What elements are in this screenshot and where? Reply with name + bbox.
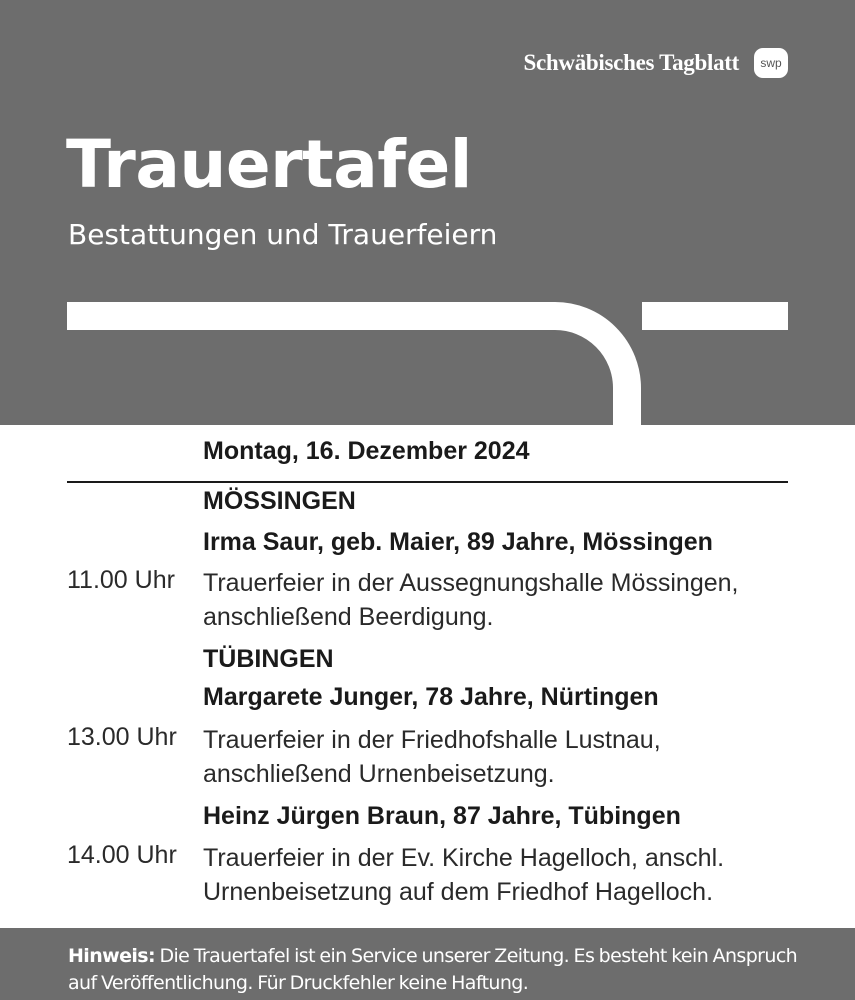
description-line: Trauerfeier in der Friedhofshalle Lustnau, [203, 726, 661, 754]
description-line: Trauerfeier in der Aussegnungshalle Mössingen, [203, 569, 739, 597]
ceremony-time: 13.00 Uhr [67, 723, 177, 751]
swp-logo-badge: swp [754, 48, 788, 78]
description-line: anschließend Urnenbeisetzung. [203, 760, 555, 788]
footer-text [68, 943, 798, 997]
ceremony-time: 14.00 Uhr [67, 841, 177, 869]
decorative-road-line-icon [0, 0, 855, 425]
description-line: Trauerfeier in der Ev. Kirche Hagelloch, anschl. [203, 844, 725, 872]
footer-notice [0, 928, 855, 1000]
ceremony-description [203, 841, 724, 909]
person-name: Margarete Junger, 78 Jahre, Nürtingen [203, 683, 659, 711]
footer-label: Hinweis: [68, 945, 155, 967]
description-line: Urnenbeisetzung auf dem Friedhof Hagelloch. [203, 878, 714, 906]
location-heading-moessingen: MÖSSINGEN [203, 487, 356, 515]
ceremony-description [203, 566, 739, 634]
description-line: anschließend Beerdigung. [203, 603, 494, 631]
footer-note: Die Trauertafel ist ein Service unserer Zeitung. Es besteht kein Anspruch auf Veröffentlichung. Für Druckfehler keine Haftung. [68, 945, 798, 994]
page-subtitle: Bestattungen und Trauerfeiern [68, 218, 498, 251]
page-title: Trauertafel [66, 126, 472, 203]
ceremony-time: 11.00 Uhr [67, 566, 175, 594]
newspaper-brand: Schwäbisches Tagblatt [523, 50, 739, 75]
ceremony-description [203, 723, 661, 791]
header-banner [0, 0, 855, 425]
divider [67, 481, 788, 483]
location-heading-tuebingen: TÜBINGEN [203, 645, 334, 673]
person-name: Heinz Jürgen Braun, 87 Jahre, Tübingen [203, 802, 681, 830]
person-name: Irma Saur, geb. Maier, 89 Jahre, Mössingen [203, 528, 713, 556]
date-heading: Montag, 16. Dezember 2024 [203, 437, 530, 465]
